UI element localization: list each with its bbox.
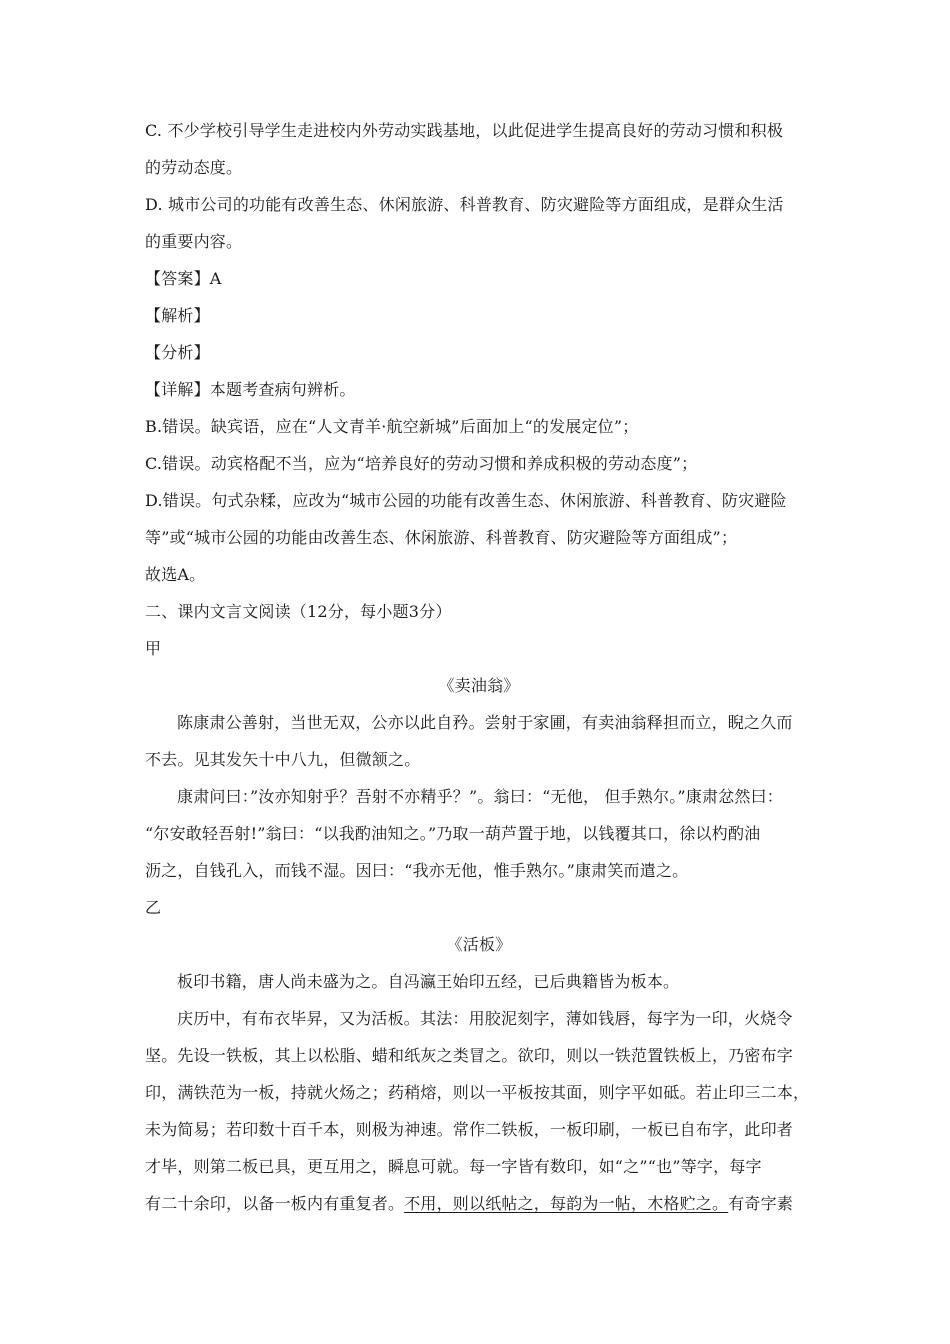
passage-a-p1-line-1: 陈康肃公善射，当世无双，公亦以此自矜。尝射于家圃，有卖油翁释担而立，睨之久而 (177, 713, 793, 732)
passage-b-p2-line-4: 未为简易；若印数十百千本，则极为神速。常作二铁板，一板印刷，一板已自布字，此印者 (145, 1120, 794, 1139)
option-c-line-1: C. 不少学校引导学生走进校内外劳动实践基地，以此促进学生提高良好的劳动习惯和积极 (145, 121, 784, 140)
document-page (145, 112, 813, 1222)
passage-a-p2-line-3: 沥之，自钱孔入，而钱不湿。因曰：“我亦无他，惟手熟尔。”康肃笑而遣之。 (145, 861, 689, 880)
passage-a-label: 甲 (145, 639, 162, 658)
breakdown-heading: 【分析】 (145, 343, 210, 362)
option-d-line-1: D. 城市公司的功能有改善生态、休闲旅游、科普教育、防灾避险等方面组成，是群众生活 (145, 195, 784, 214)
passage-b-p1-line-1: 板印书籍，唐人尚未盛为之。自冯瀛王始印五经，已后典籍皆为板本。 (177, 972, 680, 991)
passage-a-title: 《卖油翁》 (438, 676, 520, 695)
passage-b-p2-line-5: 才毕，则第二板已具，更互用之，瞬息可就。每一字皆有数印，如“之”“也”等字，每字 (145, 1157, 762, 1176)
passage-a-p1-line-2: 不去。见其发矢十中八九，但微颔之。 (145, 750, 421, 769)
last-line-end: 有奇字素 (728, 1194, 794, 1213)
last-line-start: 有二十余印，以备一板内有重复者。 (145, 1194, 405, 1213)
option-c-line-2: 的劳动态度。 (145, 158, 243, 177)
passage-b-p2-line-1: 庆历中，有布衣毕昇，又为活板。其法：用胶泥刻字，薄如钱唇，每字为一印，火烧令 (177, 1009, 793, 1028)
passage-b-title: 《活板》 (446, 935, 512, 954)
explanation-d-line-2: 等”或“城市公园的功能由改善生态、休闲旅游、科普教育、防灾避险等方面组成”； (145, 528, 738, 547)
passage-a-p2-line-2: “尔安敢轻吾射!”翁曰：“以我酌油知之。”乃取一葫芦置于地，以钱覆其口，徐以杓酌油 (145, 824, 761, 843)
conclusion-line: 故选A。 (145, 565, 206, 584)
detail-line: 【详解】本题考查病句辨析。 (145, 380, 356, 399)
explanation-b: B.错误。缺宾语，应在“人文青羊·航空新城”后面加上“的发展定位”； (145, 417, 639, 436)
passage-b-p2-line-6 (145, 1185, 813, 1222)
passage-a-p2-line-1: 康肃问曰：”汝亦知射乎？吾射不亦精乎？”。翁曰：“无他， 但手熟尔。”康肃忿然曰： (177, 787, 784, 806)
passage-b-p2-line-2: 坚。先设一铁板，其上以松脂、蜡和纸灰之类冒之。欲印，则以一铁范置铁板上，乃密布字 (145, 1046, 794, 1065)
explanation-c: C.错误。动宾格配不当，应为“培养良好的劳动习惯和养成积极的劳动态度”； (145, 454, 698, 473)
passage-b-p2-line-3: 印，满铁范为一板，持就火炀之；药稍熔，则以一平板按其面，则字平如砥。若止印三二本， (145, 1083, 810, 1102)
answer-line: 【答案】A (145, 269, 222, 288)
explanation-d-line-1: D.错误。句式杂糅，应改为“城市公园的功能有改善生态、休闲旅游、科普教育、防灾避险 (145, 491, 787, 510)
option-d-line-2: 的重要内容。 (145, 232, 243, 251)
passage-b-label: 乙 (145, 898, 162, 917)
underlined-sentence: 不用，则以纸帖之，每韵为一帖，木格贮之。 (404, 1194, 729, 1213)
section-heading: 二、课内文言文阅读（12分，每小题3分） (145, 602, 452, 621)
analysis-heading: 【解析】 (145, 306, 210, 325)
